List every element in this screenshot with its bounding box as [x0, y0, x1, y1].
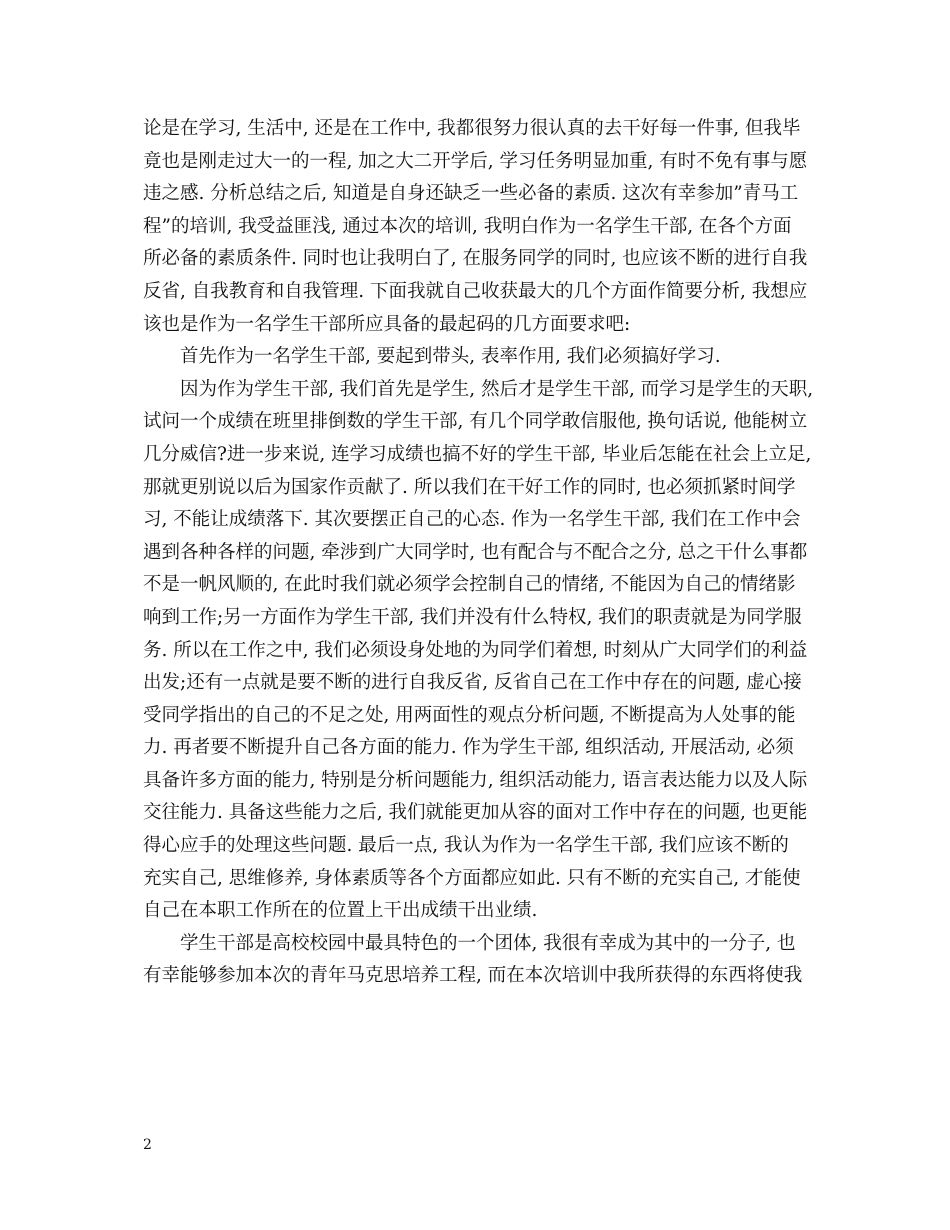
text-line: 程”的培训, 我受益匪浅, 通过本次的培训, 我明白作为一名学生干部, 在各个方面 — [143, 215, 792, 237]
paragraph-3 — [143, 374, 813, 928]
text-line: 力. 再者要不断提升自己各方面的能力. 作为学生干部, 组织活动, 开展活动, 必须 — [143, 737, 794, 759]
text-line: 竟也是刚走过大一的一程, 加之大二开学后, 学习任务明显加重, 有时不免有事与愿 — [143, 150, 808, 172]
text-line: 响到工作;另一方面作为学生干部, 我们并没有什么特权, 我们的职责就是为同学服 — [143, 606, 802, 628]
text-line: 首先作为一名学生干部, 要起到带头, 表率作用, 我们必须搞好学习. — [180, 346, 721, 368]
text-line: 该也是作为一名学生干部所应具备的最起码的几方面要求吧: — [143, 313, 631, 335]
text-line: 那就更别说以后为国家作贡献了. 所以我们在干好工作的同时, 也必须抓紧时间学 — [143, 476, 796, 498]
text-line: 不是一帆风顺的, 在此时我们就必须学会控制自己的情绪, 不能因为自己的情绪影 — [143, 574, 796, 596]
text-line: 习, 不能让成绩落下. 其次要摆正自己的心态. 作为一名学生干部, 我们在工作中会 — [143, 509, 801, 531]
text-line: 所必备的素质条件. 同时也让我明白了, 在服务同学的同时, 也应该不断的进行自我 — [143, 248, 808, 270]
page-number: 2 — [143, 1137, 152, 1153]
text-line: 学生干部是高校校园中最具特色的一个团体, 我很有幸成为其中的一分子, 也 — [180, 932, 796, 954]
text-line: 务. 所以在工作之中, 我们必须设身处地的为同学们着想, 时刻从广大同学们的利益 — [143, 639, 808, 661]
text-line: 得心应手的处理这些问题. 最后一点, 我认为作为一名学生干部, 我们应该不断的 — [143, 835, 789, 857]
text-line: 几分威信?进一步来说, 连学习成绩也搞不好的学生干部, 毕业后怎能在社会上立足, — [143, 443, 812, 465]
paragraph-1 — [143, 113, 813, 341]
text-line: 违之感. 分析总结之后, 知道是自身还缺乏一些必备的素质. 这次有幸参加”青马工 — [143, 183, 799, 205]
text-line: 自己在本职工作所在的位置上干出成绩干出业绩. — [143, 900, 538, 922]
paragraph-4 — [143, 928, 813, 993]
text-line: 出发;还有一点就是要不断的进行自我反省, 反省自己在工作中存在的问题, 虚心接 — [143, 672, 802, 694]
text-line: 受同学指出的自己的不足之处, 用两面性的观点分析问题, 不断提高为人处事的能 — [143, 704, 796, 726]
text-line: 充实自己, 思维修养, 身体素质等各个方面都应如此. 只有不断的充实自己, 才能使 — [143, 867, 801, 889]
text-line: 因为作为学生干部, 我们首先是学生, 然后才是学生干部, 而学习是学生的天职, — [180, 378, 814, 400]
text-line: 遇到各种各样的问题, 牵涉到广大同学时, 也有配合与不配合之分, 总之干什么事都 — [143, 541, 808, 563]
text-line: 论是在学习, 生活中, 还是在工作中, 我都很努力很认真的去干好每一件事, 但我毕 — [143, 118, 801, 139]
paragraph-2 — [143, 341, 813, 374]
text-line: 交往能力. 具备这些能力之后, 我们就能更加从容的面对工作中存在的问题, 也更能 — [143, 802, 808, 824]
body-text — [143, 113, 813, 993]
text-line: 具备许多方面的能力, 特别是分析问题能力, 组织活动能力, 语言表达能力以及人际 — [143, 769, 808, 791]
text-line: 有幸能够参加本次的青年马克思培养工程, 而在本次培训中我所获得的东西将使我 — [143, 965, 803, 987]
text-line: 试问一个成绩在班里排倒数的学生干部, 有几个同学敢信服他, 换句话说, 他能树立 — [143, 411, 808, 433]
text-line: 反省, 自我教育和自我管理. 下面我就自己收获最大的几个方面作简要分析, 我想应 — [143, 280, 808, 302]
